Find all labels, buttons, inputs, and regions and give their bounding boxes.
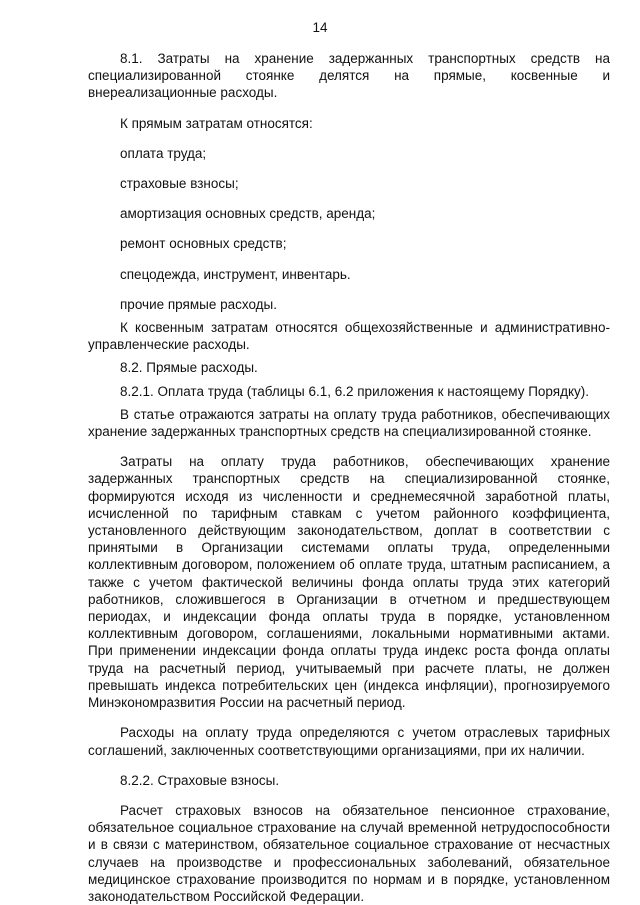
document-body bbox=[88, 50, 610, 905]
paragraph-8-1: 8.1. Затраты на хранение задержанных транспортных средств на специализированной стоянке делятся на прямые, косвенные и внереализационные расходы. bbox=[88, 51, 610, 101]
list-item-other-direct: прочие прямые расходы. bbox=[120, 296, 277, 312]
paragraph-insurance-calc: Расчет страховых взносов на обязательное пенсионное страхование, обязательное социальное страхование на случай временной нетрудоспособности и в связи с материнством, обязательное социальное страхование от несчастных случаев на производстве и профессиональных заболеваний, обязательное медицинское страхование производится по нормам и в порядке, установленном законодательством Российской Федерации. bbox=[88, 802, 610, 904]
list-item-repair: ремонт основных средств; bbox=[120, 236, 287, 252]
heading-8-2-2: 8.2.2. Страховые взносы. bbox=[120, 772, 280, 788]
paragraph-labor-costs: Затраты на оплату труда работников, обеспечивающих хранение задержанных транспортных средств на специализированной стоянке, формируются исходя из численности и среднемесячной заработной платы, исчисленной по тарифным ставкам с учетом районного коэффициента, установленного действующим законодательством, доплат в соответствии с принятыми в Организации системами оплаты труда, определенными коллективным договором, положением об оплате труда, штатным расписанием, а также с учетом фактической величины фонда оплаты труда этих категорий работников, сложившегося в Организации в отчетном и предшествующем периодах, и индексации фонда оплаты труда в порядке, установленном коллективным договором, соглашениями, локальными нормативными актами. При применении индексации фонда оплаты труда индекс роста фонда оплаты труда на расчетный период, учитываемый при расчете платы, не должен превышать индекса потребительских цен (индекса инфляции), прогнозируемого Минэкономразвития России на расчетный период. bbox=[88, 454, 610, 711]
page-number: 14 bbox=[312, 20, 328, 35]
list-item-insurance: страховые взносы; bbox=[120, 176, 239, 192]
list-item-labor-pay: оплата труда; bbox=[120, 145, 207, 161]
paragraph-article-reflects: В статье отражаются затраты на оплату труда работников, обеспечивающих хранение задержанных транспортных средств на специализированной стоянке. bbox=[88, 406, 610, 440]
paragraph-tariff-agreements: Расходы на оплату труда определяются с учетом отраслевых тарифных соглашений, заключенных соответствующими организациями, при их наличии. bbox=[88, 725, 610, 758]
list-item-depreciation: амортизация основных средств, аренда; bbox=[120, 206, 376, 222]
list-item-workwear: спецодежда, инструмент, инвентарь. bbox=[120, 266, 351, 282]
heading-8-2-1: 8.2.1. Оплата труда (таблицы 6.1, 6.2 приложения к настоящему Порядку). bbox=[120, 383, 590, 399]
paragraph-indirect-costs: К косвенным затратам относятся общехозяйственные и административно-управленческие расходы. bbox=[88, 320, 610, 353]
heading-8-2: 8.2. Прямые расходы. bbox=[120, 360, 258, 376]
paragraph-direct-costs-intro: К прямым затратам относятся: bbox=[120, 115, 313, 131]
